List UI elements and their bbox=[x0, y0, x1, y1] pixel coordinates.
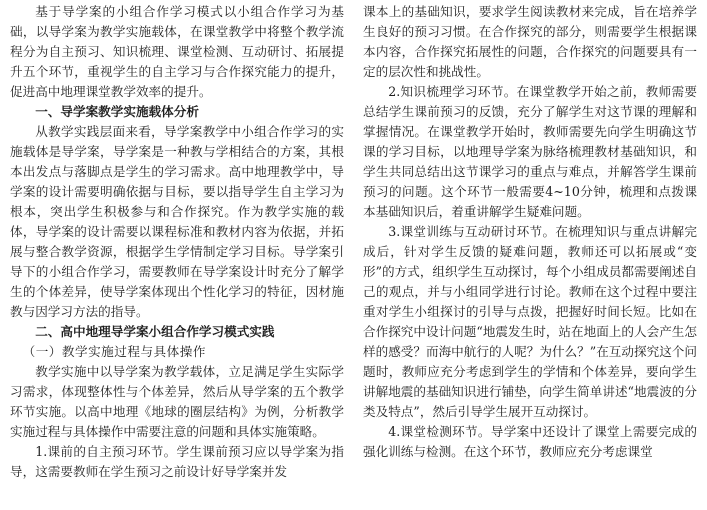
step-1-paragraph: 1.课前的自主预习环节。学生课前预习应以导学案为指导，这需要教师在学生预习之前设计好导学案并发 bbox=[10, 444, 344, 479]
section-heading-2: 二、高中地理导学案小组合作学习模式实践 bbox=[35, 324, 275, 339]
step-1-continued-paragraph: 课本上的基础知识，要求学生阅读教材来完成，旨在培养学生良好的预习习惯。在合作探究的部分，则需要学生根据课本内容，合作探究拓展性的问题，合作探究的问题要具有一定的层次性和挑战性。 bbox=[363, 4, 697, 79]
right-column bbox=[363, 2, 697, 462]
step-3-paragraph: 3.课堂训练与互动研讨环节。在梳理知识与重点讲解完成后，针对学生反馈的疑难问题，教师还可以拓展或“变形”的方式，组织学生互动探讨，每个小组成员都需要阐述自己的观点，并与小组同学进行讨论。教师在这个过程中要注重对学生小组探讨的引导与点拨，把握好时间长短。比如在合作探究中设计问题“地震发生时，站在地面上的人会产生怎样的感受？而海中航行的人呢？为什么？”在互动探究这个问题时，教师应充分考虑到学生的学情和个体差异，要向学生讲解地震的基础知识进行铺垫，向学生简单讲述“地震波的分类及特点”，然后引导学生展开互动探讨。 bbox=[363, 224, 697, 419]
left-column bbox=[10, 2, 344, 482]
step-4-paragraph: 4.课堂检测环节。导学案中还设计了课堂上需要完成的强化训练与检测。在这个环节，教师应充分考虑课堂 bbox=[363, 424, 697, 459]
section-1-paragraph: 从教学实践层面来看，导学案教学中小组合作学习的实施载体是导学案，导学案是一种教与学相结合的方案，其根本出发点与落脚点是学生的学习需求。高中地理教学中，导学案的设计需要明确依据与目标，要以指导学生自主学习为根本，突出学生积极参与和合作探究。作为教学实施的载体，导学案的设计需要以课程标准和教材内容为依据，并拓展与整合教学资源，根据学生学情制定学习目标。导学案引导下的小组合作学习，需要教师在导学案设计时充分了解学生的个体差异，使导学案体现出个性化学习的特征，因材施教与因学习方法的指导。 bbox=[10, 124, 344, 319]
section-heading-1: 一、导学案教学实施载体分析 bbox=[35, 104, 199, 119]
step-2-paragraph: 2.知识梳理学习环节。在课堂教学开始之前，教师需要总结学生课前预习的反馈，充分了解学生对这节课的理解和掌握情况。在课堂教学开始时，教师需要先向学生明确这节课的学习目标，以地理导学案为脉络梳理教材基础知识，和学生共同总结出这节课学习的重点与难点，并解答学生课前预习的问题。这个环节一般需要4~10分钟，梳理和点拨课本基础知识后，着重讲解学生疑难问题。 bbox=[363, 84, 697, 219]
subsection-heading-1: （一）教学实施过程与具体操作 bbox=[22, 344, 206, 359]
intro-paragraph: 基于导学案的小组合作学习模式以小组合作学习为基础，以导学案为教学实施载体，在课堂教学中将整个教学流程分为自主预习、知识梳理、课堂检测、互动研讨、拓展提升五个环节，重视学生的自主学习与合作探究能力的提升，促进高中地理课堂教学效率的提升。 bbox=[10, 4, 344, 99]
section-2-paragraph: 教学实施中以导学案为教学载体，立足满足学生实际学习需求，体现整体性与个体差异，然后从导学案的五个教学环节实施。以高中地理《地球的圈层结构》为例，分析教学实施过程与具体操作中需要注意的问题和具体实施策略。 bbox=[10, 364, 344, 439]
